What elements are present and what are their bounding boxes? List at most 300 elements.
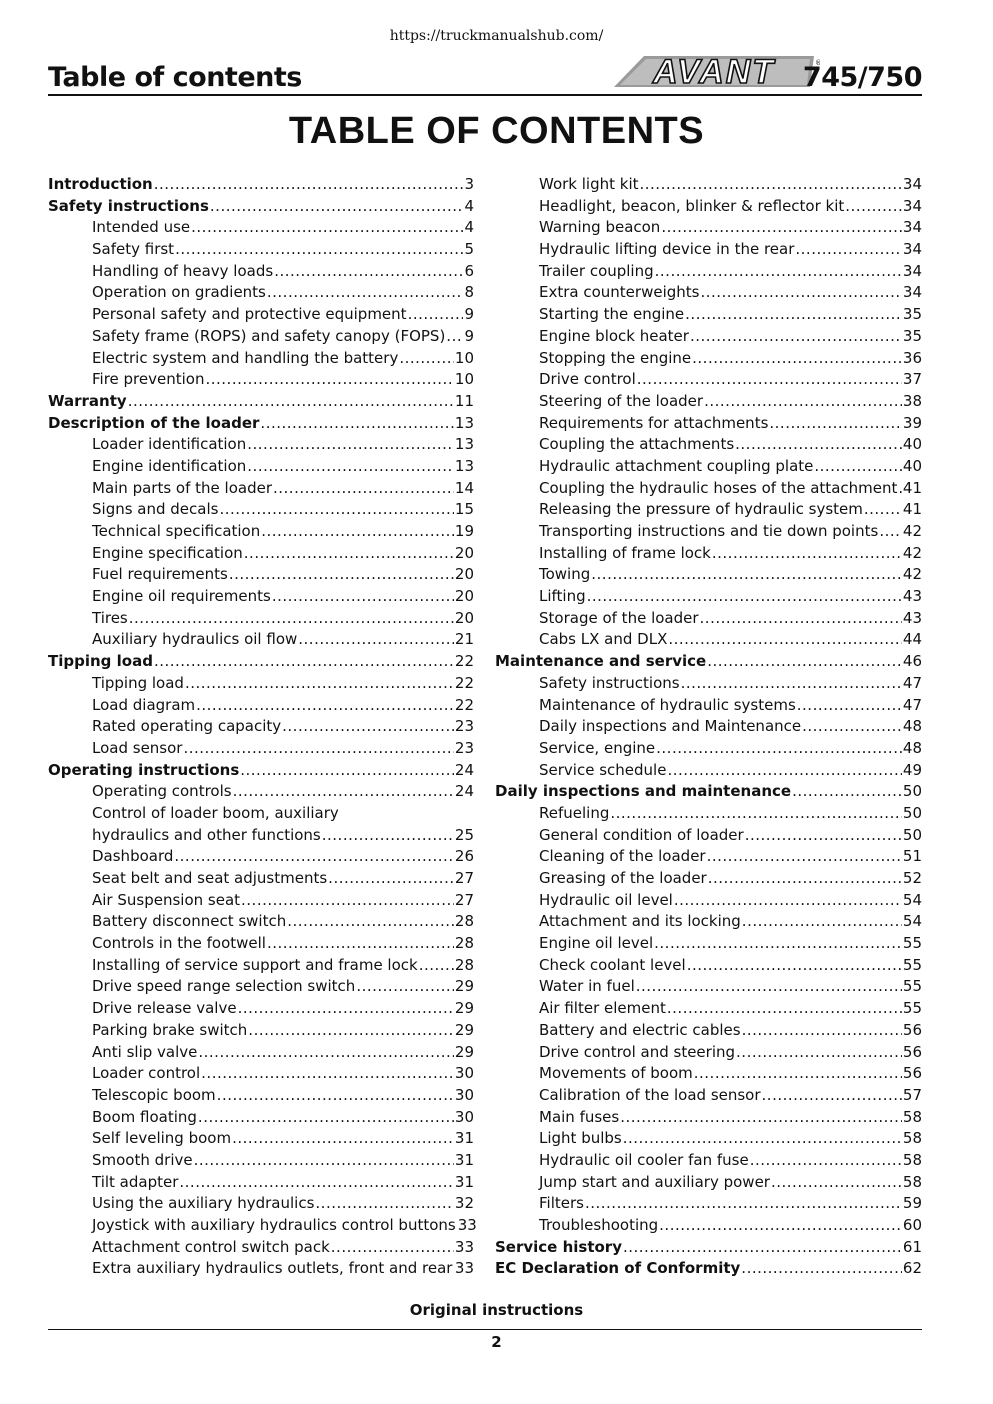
toc-leader-dots: [659, 1215, 902, 1237]
toc-entry[interactable]: [495, 1042, 922, 1064]
toc-leader-dots: [210, 196, 464, 218]
toc-page-number: 52: [902, 869, 922, 887]
toc-page-number: 9: [464, 326, 474, 345]
toc-entry[interactable]: [48, 825, 474, 847]
toc-entry[interactable]: [495, 369, 922, 391]
toc-entry-title: Extra counterweights: [539, 283, 700, 302]
toc-page-number: 20: [454, 587, 474, 606]
toc-entry[interactable]: [495, 391, 922, 413]
toc-entry[interactable]: [48, 1258, 474, 1280]
toc-leader-dots: [248, 1020, 454, 1042]
toc-entry[interactable]: [495, 868, 922, 890]
toc-page-number: 43: [902, 608, 922, 627]
toc-page-number: 24: [454, 760, 474, 779]
toc-entry-title: Maintenance and service: [495, 652, 707, 671]
toc-entry[interactable]: [495, 825, 922, 847]
toc-page-number: 42: [902, 565, 922, 584]
toc-leader-dots: [802, 716, 902, 738]
toc-entry-title: Starting the engine: [539, 305, 685, 324]
toc-entry[interactable]: [48, 738, 474, 760]
toc-entry-title: Safety instructions: [539, 673, 680, 692]
toc-entry[interactable]: [495, 586, 922, 608]
toc-page-number: 32: [454, 1194, 474, 1213]
toc-entry[interactable]: [48, 629, 474, 651]
header-title: Table of contents: [48, 62, 302, 93]
toc-entry[interactable]: [48, 608, 474, 630]
toc-entry-title: Telescopic boom: [92, 1085, 216, 1104]
toc-leader-dots: [419, 955, 454, 977]
toc-entry-title: Service history: [495, 1237, 622, 1256]
toc-entry-title: Cabs LX and DLX: [539, 630, 668, 649]
toc-entry[interactable]: [48, 1237, 474, 1259]
toc-entry[interactable]: [495, 564, 922, 586]
toc-entry-title: EC Declaration of Conformity: [495, 1259, 741, 1278]
toc-entry[interactable]: [495, 413, 922, 435]
toc-leader-dots: [154, 174, 464, 196]
toc-entry[interactable]: [495, 1107, 922, 1129]
toc-entry[interactable]: [495, 282, 922, 304]
toc-entry[interactable]: [48, 955, 474, 977]
toc-leader-dots: [331, 1237, 454, 1259]
toc-entry[interactable]: [48, 1063, 474, 1085]
model-number: 745/750: [802, 62, 922, 93]
toc-entry[interactable]: [48, 261, 474, 283]
toc-entry-title: Loader control: [92, 1064, 201, 1083]
toc-entry-title: Greasing of the loader: [539, 869, 707, 887]
toc-entry[interactable]: [495, 803, 922, 825]
toc-section-entry[interactable]: [48, 196, 474, 218]
toc-leader-dots: [623, 1128, 902, 1150]
toc-entry[interactable]: [48, 499, 474, 521]
toc-entry-title: Main fuses: [539, 1107, 620, 1126]
toc-entry[interactable]: [48, 304, 474, 326]
toc-entry-title: Engine block heater: [539, 326, 689, 345]
toc-entry-title: hydraulics and other functions: [92, 825, 321, 844]
toc-entry[interactable]: [48, 1107, 474, 1129]
toc-leader-dots: [735, 434, 902, 456]
toc-entry-title: Service schedule: [539, 760, 667, 779]
toc-section-entry[interactable]: [495, 781, 922, 803]
toc-leader-dots: [736, 1042, 902, 1064]
toc-entry[interactable]: [495, 521, 922, 543]
toc-entry[interactable]: [495, 760, 922, 782]
toc-entry-title: Technical specification: [92, 522, 261, 540]
avant-logo: [614, 54, 820, 92]
toc-page-number: 27: [454, 890, 474, 909]
toc-entry[interactable]: [48, 564, 474, 586]
toc-entry-title: Service, engine: [539, 738, 656, 757]
toc-page-number: 56: [902, 1020, 922, 1039]
toc-page-number: 34: [902, 240, 922, 259]
toc-section-entry[interactable]: [495, 1237, 922, 1259]
toc-leader-dots: [261, 521, 454, 543]
toc-leader-dots: [667, 760, 901, 782]
toc-entry[interactable]: [48, 1215, 477, 1237]
toc-page-number: 49: [902, 760, 922, 779]
toc-entry-title: Troubleshooting: [539, 1216, 659, 1234]
toc-leader-dots: [769, 413, 902, 435]
toc-page-number: 4: [464, 218, 474, 237]
toc-leader-dots: [274, 261, 463, 283]
toc-entry-title: Drive control: [539, 370, 636, 389]
toc-entry[interactable]: [495, 1063, 922, 1085]
toc-page-number: 21: [454, 630, 474, 649]
toc-page-number: 26: [454, 847, 474, 866]
toc-entry[interactable]: [495, 434, 922, 456]
toc-leader-dots: [692, 348, 902, 370]
toc-section-entry[interactable]: [48, 651, 474, 673]
toc-entry-title: Transporting instructions and tie down points: [539, 522, 879, 540]
toc-entry-title: Drive control and steering: [539, 1042, 736, 1061]
toc-page-number: 30: [454, 1064, 474, 1083]
toc-leader-dots: [233, 781, 454, 803]
toc-page-number: 6: [464, 261, 474, 280]
toc-leader-dots: [681, 673, 902, 695]
toc-leader-dots: [742, 911, 902, 933]
toc-entry[interactable]: [495, 1128, 922, 1150]
toc-leader-dots: [742, 1020, 902, 1042]
toc-entry[interactable]: [495, 478, 922, 500]
toc-page-number: 25: [454, 825, 474, 844]
toc-entry-title: Calibration of the load sensor: [539, 1085, 761, 1104]
toc-leader-dots: [356, 976, 454, 998]
toc-page-number: 4: [464, 196, 474, 215]
toc-entry[interactable]: [48, 456, 474, 478]
toc-page-number: 50: [902, 825, 922, 844]
toc-entry[interactable]: [48, 1128, 474, 1150]
toc-entry-title: Tires: [92, 608, 128, 627]
toc-leader-dots: [640, 174, 902, 196]
toc-entry-title: Battery disconnect switch: [92, 912, 287, 931]
toc-page-number: 34: [902, 283, 922, 302]
toc-page-number: 33: [454, 1237, 474, 1256]
toc-leader-dots: [191, 217, 463, 239]
toc-entry-title: Cleaning of the loader: [539, 847, 706, 866]
toc-leader-dots: [194, 1150, 454, 1172]
toc-right-column: [495, 174, 922, 1280]
toc-entry[interactable]: [48, 326, 474, 348]
toc-section-entry[interactable]: [495, 651, 922, 673]
toc-entry[interactable]: [48, 998, 474, 1020]
toc-page-number: 20: [454, 565, 474, 584]
toc-page-number: 55: [902, 977, 922, 996]
toc-entry[interactable]: [495, 456, 922, 478]
toc-entry-title: Boom floating: [92, 1107, 197, 1126]
toc-leader-dots: [179, 1172, 454, 1194]
toc-entry-title: Engine oil requirements: [92, 587, 271, 606]
toc-entry[interactable]: [48, 521, 474, 543]
toc-entry[interactable]: [495, 239, 922, 261]
toc-entry[interactable]: [495, 261, 922, 283]
toc-entry-title: Anti slip valve: [92, 1042, 198, 1061]
toc-page-number: 13: [454, 413, 474, 432]
toc-page-number: 23: [454, 738, 474, 757]
toc-entry[interactable]: [495, 1193, 922, 1215]
toc-page-number: 60: [902, 1216, 922, 1234]
toc-entry[interactable]: [495, 1150, 922, 1172]
toc-entry-title: Warning beacon: [539, 218, 661, 237]
toc-leader-dots: [298, 629, 454, 651]
toc-entry[interactable]: [495, 499, 922, 521]
toc-section-entry[interactable]: [48, 391, 474, 413]
toc-entry[interactable]: [495, 890, 922, 912]
toc-page-number: 42: [902, 543, 922, 562]
toc-entry[interactable]: [48, 282, 474, 304]
toc-page-number: 39: [902, 413, 922, 432]
toc-leader-dots: [240, 760, 454, 782]
toc-entry-title: Maintenance of hydraulic systems: [539, 695, 796, 714]
toc-page-number: 15: [454, 500, 474, 519]
toc-page-number: 14: [454, 478, 474, 497]
toc-entry-title: Daily inspections and maintenance: [495, 782, 792, 801]
toc-entry-title: Warranty: [48, 391, 127, 410]
toc-entry[interactable]: [495, 629, 922, 651]
toc-entry[interactable]: [48, 803, 474, 825]
toc-leader-dots: [750, 1150, 902, 1172]
toc-page-number: 47: [902, 673, 922, 692]
toc-page-number: 56: [902, 1042, 922, 1061]
toc-entry-title: Filters: [539, 1194, 584, 1213]
toc-entry-title: Releasing the pressure of hydraulic system: [539, 500, 863, 519]
toc-page-number: 10: [454, 370, 474, 389]
toc-entry-title: Stopping the engine: [539, 348, 692, 367]
toc-entry[interactable]: [48, 1085, 474, 1107]
toc-page-number: 56: [902, 1064, 922, 1083]
toc-leader-dots: [741, 1258, 902, 1280]
toc-entry[interactable]: [495, 1172, 922, 1194]
toc-entry[interactable]: [48, 868, 474, 890]
toc-entry-title: Safety first: [92, 240, 175, 259]
toc-entry[interactable]: [48, 543, 474, 565]
toc-entry[interactable]: [48, 348, 474, 370]
toc-entry-title: Hydraulic lifting device in the rear: [539, 240, 795, 259]
toc-page-number: 30: [454, 1085, 474, 1104]
toc-page-number: 31: [454, 1172, 474, 1191]
toc-page-number: 57: [902, 1085, 922, 1104]
toc-page-number: 55: [902, 999, 922, 1018]
toc-page-number: 30: [454, 1107, 474, 1126]
toc-page-number: 55: [902, 955, 922, 974]
toc-section-entry[interactable]: [48, 760, 474, 782]
toc-page-number: 34: [902, 261, 922, 280]
toc-entry[interactable]: [48, 217, 474, 239]
toc-entry[interactable]: [495, 304, 922, 326]
footer-note: Original instructions: [409, 1301, 584, 1319]
toc-page-number: 62: [902, 1259, 922, 1278]
toc-entry[interactable]: [495, 998, 922, 1020]
toc-leader-dots: [707, 846, 902, 868]
toc-page-number: 59: [902, 1194, 922, 1213]
toc-page-number: 58: [902, 1150, 922, 1169]
svg-text:®: ®: [815, 59, 820, 67]
toc-entry-title: Handling of heavy loads: [92, 261, 274, 280]
toc-page-number: 44: [902, 630, 922, 649]
toc-entry[interactable]: [48, 976, 474, 998]
toc-leader-dots: [667, 998, 902, 1020]
toc-leader-dots: [154, 651, 454, 673]
toc-entry[interactable]: [48, 846, 474, 868]
toc-entry[interactable]: [495, 348, 922, 370]
toc-entry-title: Engine identification: [92, 456, 247, 475]
toc-entry-title: General condition of loader: [539, 825, 744, 844]
toc-page-number: 28: [454, 912, 474, 931]
toc-entry[interactable]: [48, 478, 474, 500]
toc-page-number: 13: [454, 456, 474, 475]
toc-entry-title: Operating instructions: [48, 760, 240, 779]
toc-leader-dots: [654, 933, 902, 955]
toc-leader-dots: [267, 282, 464, 304]
toc-entry-title: Coupling the attachments: [539, 435, 735, 454]
toc-leader-dots: [247, 456, 454, 478]
toc-leader-dots: [687, 955, 902, 977]
toc-entry[interactable]: [495, 976, 922, 998]
toc-leader-dots: [620, 1107, 902, 1129]
toc-entry-title: Load diagram: [92, 695, 196, 714]
toc-entry[interactable]: [48, 781, 474, 803]
toc-leader-dots: [792, 781, 902, 803]
toc-page-number: 9: [464, 305, 474, 324]
toc-leader-dots: [260, 413, 453, 435]
toc-leader-dots: [185, 673, 454, 695]
toc-entry[interactable]: [495, 1020, 922, 1042]
toc-left-column: [48, 174, 477, 1280]
toc-entry[interactable]: [495, 955, 922, 977]
toc-entry-title: Seat belt and seat adjustments: [92, 869, 328, 887]
toc-page-number: 58: [902, 1129, 922, 1148]
toc-entry[interactable]: [48, 434, 474, 456]
toc-leader-dots: [814, 456, 902, 478]
toc-page-number: 43: [902, 587, 922, 606]
toc-page-number: 20: [454, 543, 474, 562]
toc-entry[interactable]: [495, 738, 922, 760]
toc-page-number: 40: [902, 435, 922, 454]
toc-page-number: 38: [902, 391, 922, 410]
toc-entry[interactable]: [48, 890, 474, 912]
toc-page-number: 35: [902, 305, 922, 324]
toc-leader-dots: [446, 326, 463, 348]
toc-page-number: 46: [902, 652, 922, 671]
toc-leader-dots: [610, 803, 902, 825]
toc-entry[interactable]: [48, 911, 474, 933]
toc-entry-title: Movements of boom: [539, 1064, 693, 1083]
toc-entry[interactable]: [495, 716, 922, 738]
toc-page-number: 33: [454, 1259, 474, 1278]
toc-leader-dots: [690, 326, 902, 348]
toc-leader-dots: [244, 543, 454, 565]
toc-entry-title: Drive speed range selection switch: [92, 977, 356, 996]
toc-entry-title: Fire prevention: [92, 370, 205, 389]
toc-page-number: 34: [902, 196, 922, 215]
toc-entry-title: Steering of the loader: [539, 391, 704, 410]
toc-entry-title: Parking brake switch: [92, 1020, 248, 1039]
toc-entry[interactable]: [495, 673, 922, 695]
toc-entry[interactable]: [495, 608, 922, 630]
toc-entry[interactable]: [48, 1042, 474, 1064]
toc-entry[interactable]: [48, 1020, 474, 1042]
toc-page-number: 51: [902, 847, 922, 866]
toc-entry-title: Tilt adapter: [92, 1172, 179, 1191]
toc-leader-dots: [238, 998, 454, 1020]
toc-entry[interactable]: [48, 716, 474, 738]
toc-entry-title: Tipping load: [48, 652, 153, 671]
toc-leader-dots: [272, 586, 454, 608]
toc-leader-dots: [247, 434, 454, 456]
toc-section-entry[interactable]: [48, 174, 474, 196]
toc-leader-dots: [198, 1107, 454, 1129]
toc-page-number: 58: [902, 1107, 922, 1126]
footer-divider: [48, 1329, 922, 1330]
toc-leader-dots: [795, 239, 902, 261]
toc-entry-title: Work light kit: [539, 175, 639, 193]
toc-entry-title: Jump start and auxiliary power: [539, 1172, 770, 1191]
toc-entry-title: Operating controls: [92, 782, 232, 801]
toc-entry[interactable]: [48, 239, 474, 261]
source-url[interactable]: https://truckmanualshub.com/: [389, 28, 604, 44]
toc-entry[interactable]: [48, 933, 474, 955]
toc-leader-dots: [128, 391, 454, 413]
toc-entry-title: Storage of the loader: [539, 608, 699, 627]
toc-leader-dots: [129, 608, 454, 630]
toc-page-number: 31: [454, 1150, 474, 1169]
toc-entry[interactable]: [495, 911, 922, 933]
toc-entry-title: Headlight, beacon, blinker & reflector kit: [539, 196, 845, 215]
toc-section-entry[interactable]: [495, 1258, 922, 1280]
toc-entry[interactable]: [495, 1215, 922, 1237]
toc-page-number: 55: [902, 934, 922, 953]
toc-leader-dots: [232, 1128, 454, 1150]
toc-entry[interactable]: [495, 846, 922, 868]
toc-page-number: 61: [902, 1237, 922, 1256]
toc-entry[interactable]: [495, 326, 922, 348]
toc-entry-title: Engine oil level: [539, 934, 654, 953]
toc-entry[interactable]: [495, 174, 922, 196]
toc-entry[interactable]: [48, 1150, 474, 1172]
toc-page-number: 19: [454, 522, 474, 540]
toc-entry[interactable]: [495, 933, 922, 955]
toc-leader-dots: [399, 348, 454, 370]
toc-entry[interactable]: [495, 217, 922, 239]
toc-leader-dots: [175, 239, 463, 261]
toc-leader-dots: [201, 1063, 454, 1085]
toc-entry[interactable]: [495, 196, 922, 218]
toc-section-entry[interactable]: [48, 413, 474, 435]
toc-page-number: 29: [454, 977, 474, 996]
toc-leader-dots: [273, 478, 454, 500]
toc-entry[interactable]: [48, 1172, 474, 1194]
toc-leader-dots: [745, 825, 902, 847]
toc-page-number: 28: [454, 934, 474, 953]
toc-entry[interactable]: [48, 369, 474, 391]
toc-entry[interactable]: [48, 673, 474, 695]
toc-page-number: 20: [454, 608, 474, 627]
toc-entry[interactable]: [48, 1193, 474, 1215]
toc-page-number: 31: [454, 1129, 474, 1148]
toc-entry[interactable]: [48, 695, 474, 717]
toc-entry-title: Intended use: [92, 218, 191, 237]
toc-entry[interactable]: [495, 695, 922, 717]
toc-entry[interactable]: [495, 1085, 922, 1107]
toc-entry[interactable]: [495, 543, 922, 565]
toc-leader-dots: [591, 564, 902, 586]
toc-entry-title: Towing: [539, 565, 591, 584]
toc-page-number: 48: [902, 738, 922, 757]
toc-leader-dots: [656, 738, 902, 760]
toc-page-number: 58: [902, 1172, 922, 1191]
toc-page-number: 24: [454, 782, 474, 801]
toc-entry-title: Refueling: [539, 803, 610, 822]
toc-entry[interactable]: [48, 586, 474, 608]
toc-page-number: 34: [902, 175, 922, 193]
